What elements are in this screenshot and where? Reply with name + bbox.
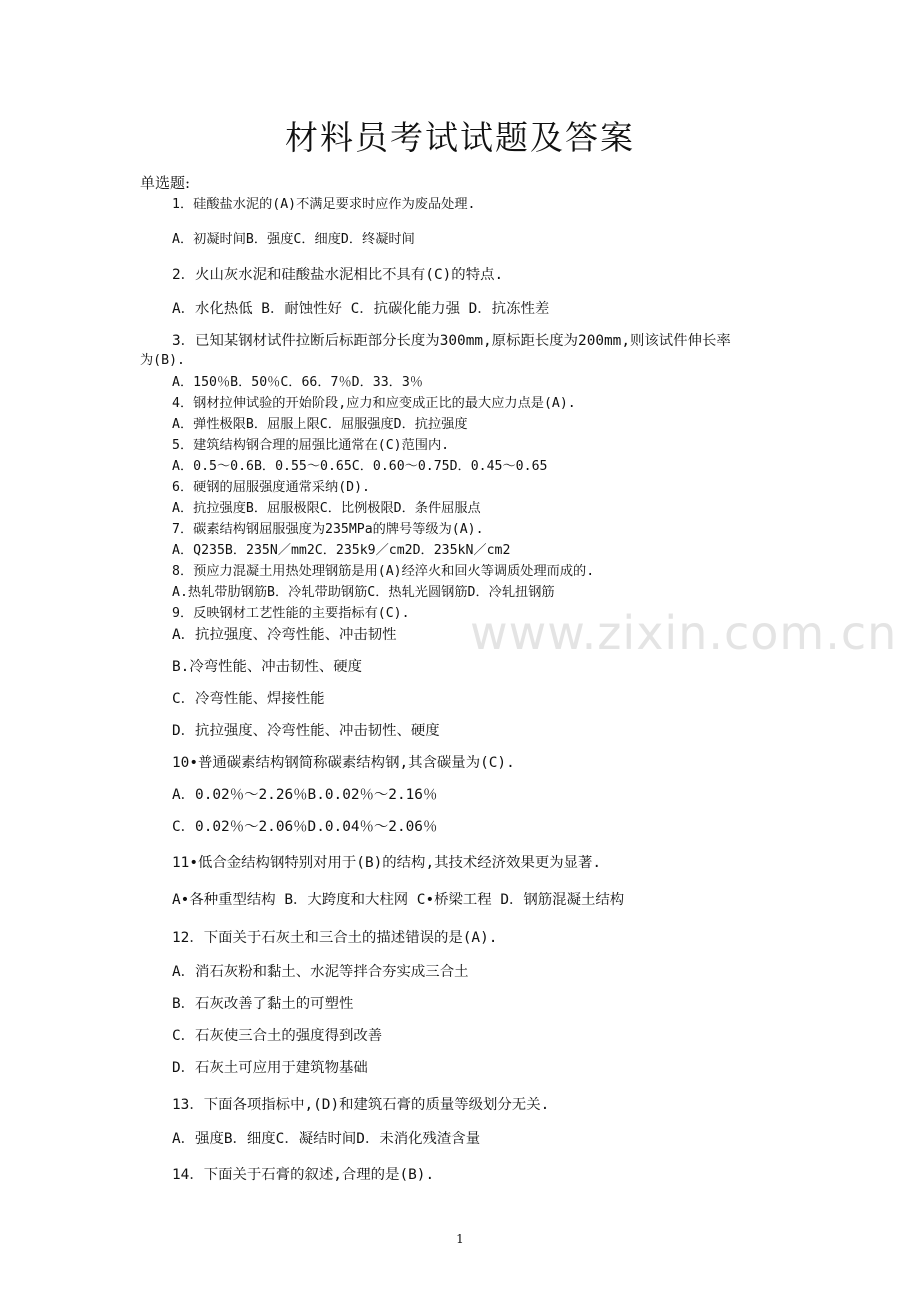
answer-options: A.热轧带肋钢筋B．冷轧带助钢筋C．热轧光圆钢筋D．冷轧扭钢筋 [172,585,555,600]
question-line: 7．碳素结构钢屈服强度为235MPa的牌号等级为(A). [172,522,484,537]
question-line: 8．预应力混凝土用热处理钢筋是用(A)经淬火和回火等调质处理而成的. [172,564,595,579]
question-line: 2．火山灰水泥和硅酸盐水泥相比不具有(C)的特点. [172,267,504,283]
answer-option: A．消石灰粉和黏土、水泥等拌合夯实成三合土 [172,964,469,980]
question-line: 6．硬钢的屈服强度通常采纳(D). [172,480,370,495]
answer-options: A．初凝时间B．强度C．细度D．终凝时间 [172,232,415,247]
question-line: 9．反映钢材工艺性能的主要指标有(C). [172,606,410,621]
section-heading: 单选题: [140,174,191,192]
question-line: 12．下面关于石灰土和三合土的描述错误的是(A). [172,930,498,946]
answer-option: C．冷弯性能、焊接性能 [172,691,325,707]
answer-option: A．抗拉强度、冷弯性能、冲击韧性 [172,627,397,643]
question-line: 10•普通碳素结构钢简称碳素结构钢,其含碳量为(C). [172,755,515,771]
question-line: 4．钢材拉伸试验的开始阶段,应力和应变成正比的最大应力点是(A). [172,396,576,411]
answer-option: B.冷弯性能、冲击韧性、硬度 [172,659,363,675]
answer-options: A．Q235B．235N／mm2C．235k9／cm2D．235kN／cm2 [172,543,511,558]
answer-options: A．弹性极限B．屈服上限C．屈服强度D．抗拉强度 [172,417,468,432]
page-number: 1 [456,1232,464,1246]
question-line: 13．下面各项指标中,(D)和建筑石膏的质量等级划分无关. [172,1097,550,1113]
page-title: 材料员考试试题及答案 [285,118,635,157]
answer-option: D．抗拉强度、冷弯性能、冲击韧性、硬度 [172,723,440,739]
question-line: 11•低合金结构钢特别对用于(B)的结构,其技术经济效果更为显著. [172,855,602,871]
watermark: www.zixin.com.cn [470,606,898,660]
answer-options: A．0.5～0.6B．0.55～0.65C．0.60～0.75D．0.45～0.65 [172,459,548,474]
answer-options: A．水化热低 B．耐蚀性好 C．抗碳化能力强 D．抗冻性差 [172,301,550,317]
question-line: 5．建筑结构钢合理的屈强比通常在(C)范围内. [172,438,450,453]
answer-options: A•各种重型结构 B．大跨度和大柱网 C•桥梁工程 D．钢筋混凝土结构 [172,892,625,908]
answer-options: A．0.02％～2.26％B.0.02％～2.16％ [172,787,438,803]
answer-option: D．石灰土可应用于建筑物基础 [172,1060,368,1076]
answer-options: C．0.02％～2.06％D.0.04％～2.06％ [172,819,438,835]
answer-options: A．150％B．50％C．66．7％D．33．3％ [172,375,423,390]
question-line-continued: 为(B). [140,353,185,368]
answer-option: C．石灰使三合土的强度得到改善 [172,1028,383,1044]
question-line: 14．下面关于石膏的叙述,合理的是(B). [172,1167,435,1183]
answer-options: A．抗拉强度B．屈服极限C．比例极限D．条件屈服点 [172,501,481,516]
question-line: 1．硅酸盐水泥的(A)不满足要求时应作为废品处理. [172,197,476,212]
question-line: 3．已知某钢材试件拉断后标距部分长度为300mm,原标距长度为200mm,则该试件伸长率 [172,333,731,349]
answer-options: A．强度B．细度C．凝结时间D．未消化残渣含量 [172,1131,481,1147]
answer-option: B．石灰改善了黏土的可塑性 [172,996,354,1012]
